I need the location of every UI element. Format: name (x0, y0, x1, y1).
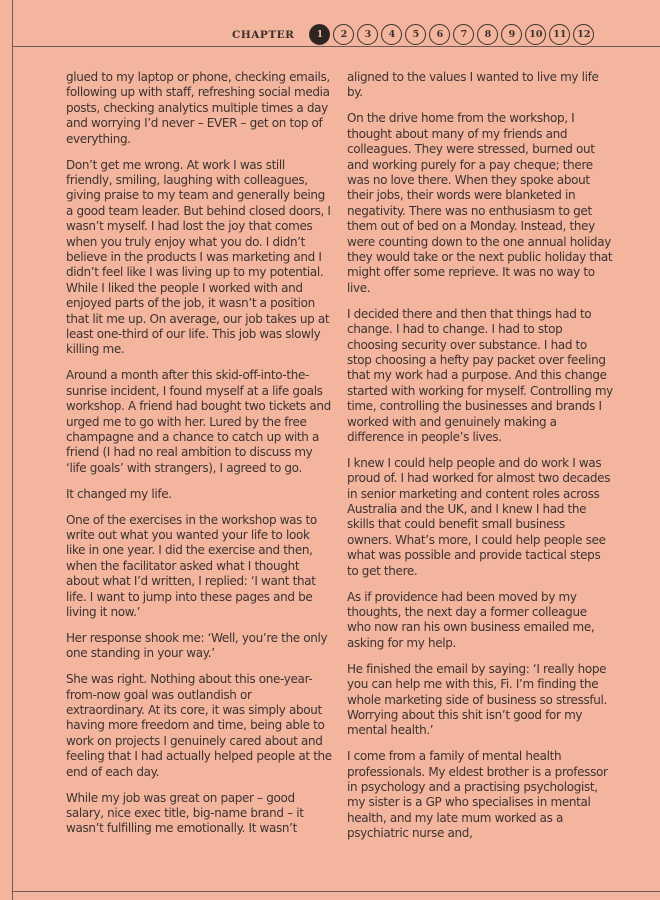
chapter-11-badge: 11 (549, 24, 570, 45)
paragraph: Around a month after this skid-off-into-the-sunrise incident, I found myself at a life goals workshop. A friend had bought two tickets and urged me to go with her. Lured by the free champagne and a chance to catch up with a friend (I had no real ambition to discuss my ‘life goals’ with strangers), I agreed to go. (66, 368, 331, 475)
paragraph: He finished the email by saying: ‘I really hope you can help me with this, Fi. I’m finding the whole marketing side of business so stressful. Worrying about this shit isn’t good for my mental health.’ (347, 661, 607, 738)
chapter-12-badge: 12 (573, 24, 594, 45)
chapter-label: CHAPTER (232, 28, 295, 41)
paragraph: She was right. Nothing about this one-year-from-now goal was outlandish or extraordinary. At its core, it was simply about having more freedom and time, being able to work on projects I genuinely cared about and feeling that I had actually helped people at the end of each day. (66, 672, 332, 779)
paragraph: On the drive home from the workshop, I thought about many of my friends and colleagues. They were stressed, burned out and working purely for a pay cheque; there was no love there. When they spoke about their jobs, their words were blanketed in negativity. There was no enthusiasm to get them out of bed on a Monday. Instead, they were counting down to the one annual holiday they would take or the next public holiday that might offer some reprieve. It was no way to live. (347, 111, 613, 295)
header-rule (12, 46, 660, 47)
paragraph: As if providence had been moved by my thoughts, the next day a former colleague who now ran his own business emailed me, asking for my help. (347, 589, 595, 650)
chapter-2-badge: 2 (333, 24, 354, 45)
chapter-6-badge: 6 (429, 24, 450, 45)
paragraph: One of the exercises in the workshop was to write out what you wanted your life to look like in one year. I did the exercise and then, when the facilitator asked what I thought about what I’d written, I replied: ‘I want that life. I want to jump into these pages and be living it now.’ (66, 512, 317, 619)
frame-left-rule (12, 0, 13, 900)
chapter-1-badge: 1 (309, 24, 330, 45)
right-text-column (347, 70, 613, 852)
paragraph: glued to my laptop or phone, checking emails, following up with staff, refreshing social media posts, checking analytics multiple times a day and worrying I’d never – EVER – get on top of everything. (66, 70, 330, 146)
paragraph: It changed my life. (66, 486, 172, 501)
chapter-4-badge: 4 (381, 24, 402, 45)
chapter-5-badge: 5 (405, 24, 426, 45)
paragraph: Don’t get me wrong. At work I was still friendly, smiling, laughing with colleagues, giving praise to my team and generally being a good team leader. But behind closed doors, I wasn’t myself. I had lost the joy that comes when you truly enjoy what you do. I didn’t believe in the products I was marketing and I didn’t feel like I was living up to my potential. While I liked the people I worked with and enjoyed parts of the job, it wasn’t a position that lit me up. On average, our job takes up at least one-third of our life. This job was slowly killing me. (66, 157, 331, 357)
paragraph: While my job was great on paper – good salary, nice exec title, big-name brand – it wasn’t fulfilling me emotionally. It wasn’t (66, 790, 304, 836)
paragraph: I knew I could help people and do work I was proud of. I had worked for almost two decades in senior marketing and content roles across Australia and the UK, and I knew I had the skills that could benefit small business owners. What’s more, I could help people see what was possible and provide tactical steps to get there. (347, 455, 611, 578)
paragraph: Her response shook me: ‘Well, you’re the only one standing in your way.’ (66, 630, 328, 661)
chapter-8-badge: 8 (477, 24, 498, 45)
chapter-9-badge: 9 (501, 24, 522, 45)
left-text-column (66, 70, 332, 847)
chapter-10-badge: 10 (525, 24, 546, 45)
paragraph: aligned to the values I wanted to live my life by. (347, 70, 599, 100)
paragraph: I come from a family of mental health professionals. My eldest brother is a professor in psychology and a practising psychologist, my sister is a GP who specialises in mental health, and my late mum worked as a psychiatric nurse and, (347, 749, 608, 841)
footer-rule (12, 891, 660, 892)
chapter-7-badge: 7 (453, 24, 474, 45)
chapter-3-badge: 3 (357, 24, 378, 45)
chapter-navigator (232, 24, 594, 45)
paragraph: I decided there and then that things had to change. I had to change. I had to stop choosing security over substance. I had to stop choosing a hefty pay packet over feeling that my work had a purpose. And this change started with working for myself. Controlling my time, controlling the businesses and brands I worked with and genuinely making a difference in people’s lives. (347, 306, 613, 444)
